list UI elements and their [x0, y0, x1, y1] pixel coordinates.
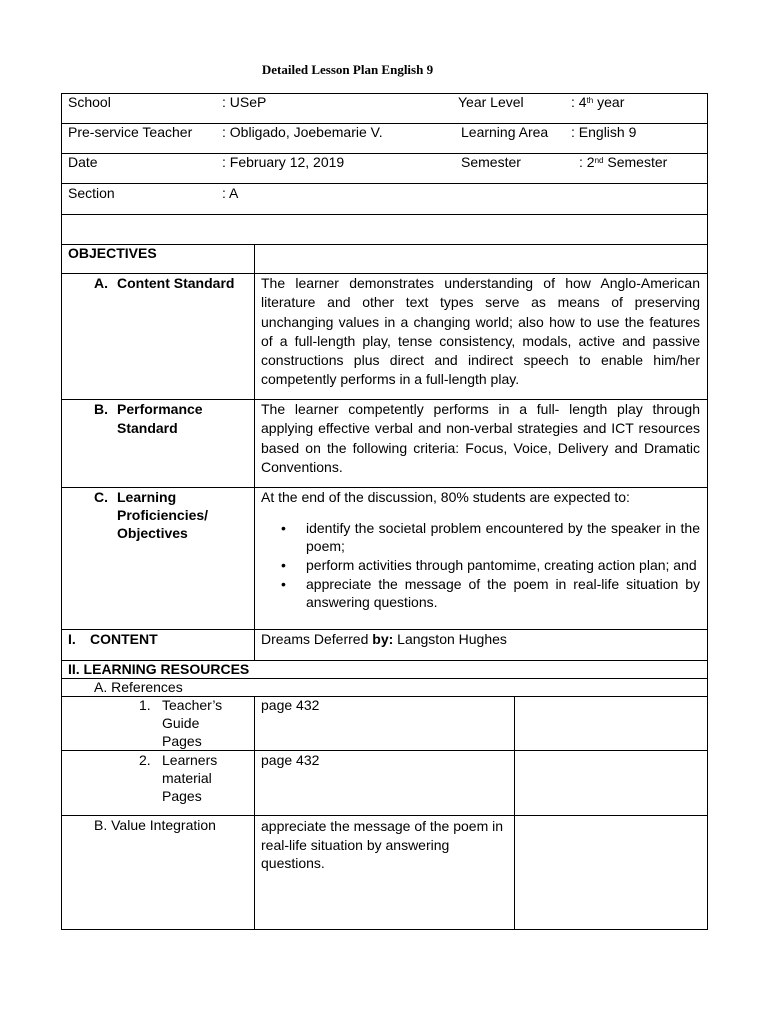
section-label: Section	[68, 185, 115, 201]
learners-material-label-1: Learners	[162, 752, 218, 768]
section-value: : A	[222, 185, 239, 201]
objectives-list	[261, 519, 700, 612]
value-integration-text: appreciate the message of the poem in real-life situation by answering questions.	[261, 818, 504, 871]
learning-area-label: Learning Area	[461, 124, 549, 140]
performance-standard-label-1: Performance	[117, 401, 203, 417]
teachers-guide-label-2: Guide	[162, 715, 200, 731]
learners-material-label-3: Pages	[162, 788, 202, 804]
bullet-icon: •	[281, 520, 286, 536]
content-value: Dreams Deferred by: Langston Hughes	[261, 631, 507, 647]
learners-material-value: page 432	[261, 752, 320, 768]
date-value: : February 12, 2019	[222, 154, 345, 170]
learning-proficiencies-intro: At the end of the discussion, 80% students are expected to:	[261, 489, 630, 505]
list-item: • perform activities through pantomime, creating action plan; and	[281, 557, 697, 573]
learning-proficiencies-label-2: Proficiencies/	[117, 507, 209, 523]
teachers-guide-num: 1.	[139, 697, 151, 713]
value-integration-label: B. Value Integration	[94, 817, 216, 833]
semester-label: Semester	[461, 154, 521, 170]
content-standard-text: The learner demonstrates understanding of how Anglo-American literature and other text types serve as means of preserving unchanging values in a changing world; also how to use the features of a full-length play, tense consistency, modals, active and passive constructions plus direct and indirect speech to enable him/her competently performs in a full-length play.	[261, 275, 700, 388]
learning-proficiencies-label-3: Objectives	[117, 525, 188, 541]
teachers-guide-label-3: Pages	[162, 733, 202, 749]
semester-value: : 2nd Semester	[579, 154, 668, 170]
learning-proficiencies-label-1: Learning	[117, 489, 177, 505]
school-value: : USeP	[222, 94, 267, 110]
objectives-heading: OBJECTIVES	[68, 245, 157, 261]
list-item: • appreciate the message of the poem in real-life situation by answering questions.	[281, 576, 700, 610]
date-label: Date	[68, 154, 98, 170]
performance-standard-text: The learner competently performs in a full- length play through applying effective verbal and non-verbal strategies and ICT resources based on the following criteria: Focus, Voice, Delivery and Dramatic Conventions.	[261, 401, 700, 475]
school-label: School	[68, 94, 111, 110]
teachers-guide-value: page 432	[261, 697, 320, 713]
document-title: Detailed Lesson Plan English 9	[261, 62, 434, 77]
bullet-icon: •	[281, 557, 286, 573]
learning-resources-heading: II. LEARNING RESOURCES	[68, 661, 250, 677]
learners-material-num: 2.	[139, 752, 151, 768]
content-label: CONTENT	[90, 631, 158, 647]
learning-proficiencies-num: C.	[94, 489, 108, 505]
content-standard-label: Content Standard	[117, 275, 235, 291]
teacher-label: Pre-service Teacher	[68, 124, 193, 140]
content-num: I.	[68, 631, 76, 647]
performance-standard-num: B.	[94, 401, 108, 417]
list-item: • identify the societal problem encountered by the speaker in the poem;	[281, 520, 700, 554]
teachers-guide-label-1: Teacher’s	[162, 697, 223, 713]
references-label: A. References	[94, 679, 183, 695]
learners-material-label-2: material	[162, 770, 212, 786]
content-standard-num: A.	[94, 275, 108, 291]
year-level-label: Year Level	[458, 94, 524, 110]
teacher-value: : Obligado, Joebemarie V.	[222, 124, 383, 140]
performance-standard-label-2: Standard	[117, 420, 178, 436]
year-level-value: : 4th year	[571, 94, 625, 110]
learning-area-value: : English 9	[571, 124, 637, 140]
bullet-icon: •	[281, 576, 286, 592]
